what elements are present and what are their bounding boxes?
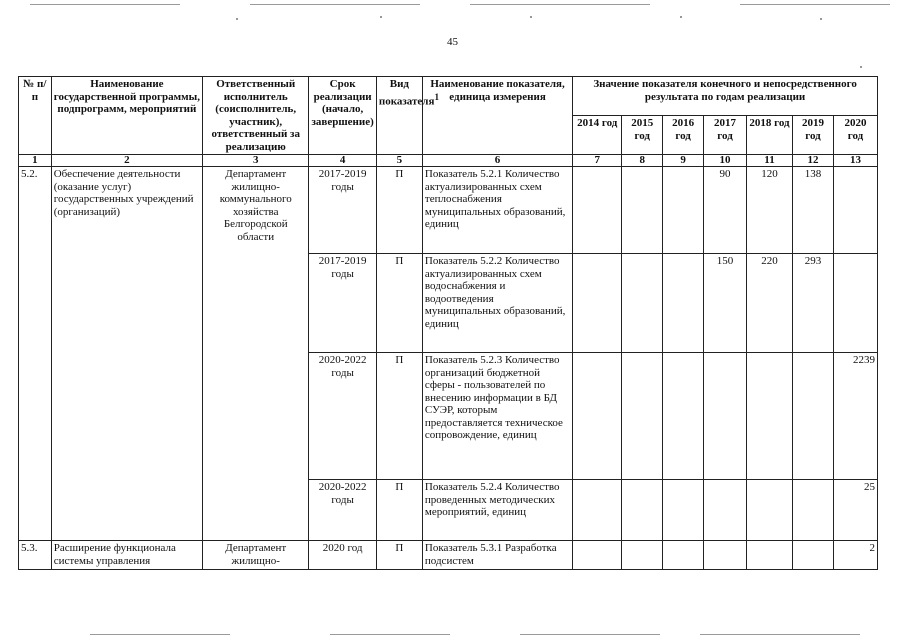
indicator-type: П bbox=[376, 541, 422, 570]
value-2014 bbox=[573, 480, 622, 541]
value-2020 bbox=[833, 167, 877, 254]
value-2018: 220 bbox=[747, 254, 793, 353]
implementation-period: 2017-2019 годы bbox=[309, 167, 376, 254]
value-2017: 90 bbox=[704, 167, 747, 254]
implementation-period: 2020-2022 годы bbox=[309, 480, 376, 541]
value-2015 bbox=[622, 353, 663, 480]
value-2020: 2239 bbox=[833, 353, 877, 480]
measure-name: Обеспечение деятельности (оказание услуг) государственных учреждений (организаций) bbox=[51, 167, 202, 541]
value-2016 bbox=[663, 541, 704, 570]
scan-line-bottom-2 bbox=[330, 634, 450, 635]
value-2014 bbox=[573, 167, 622, 254]
scan-line-top-1 bbox=[30, 4, 180, 5]
value-2019 bbox=[793, 353, 834, 480]
scan-speck bbox=[820, 18, 822, 20]
indicator-title: Показатель 5.2.2 Количество актуализированных схем водоснабжения и водоотведения муниципальных образований, единиц bbox=[422, 254, 572, 353]
header-year: 2016 год bbox=[663, 116, 704, 155]
header-program-name: Наименование государственной программы, подпрограмм, мероприятий bbox=[51, 77, 202, 155]
implementation-period: 2017-2019 годы bbox=[309, 254, 376, 353]
value-2015 bbox=[622, 167, 663, 254]
value-2019: 138 bbox=[793, 167, 834, 254]
column-number: 10 bbox=[704, 155, 747, 167]
value-2017 bbox=[704, 480, 747, 541]
header-indicator-type bbox=[376, 77, 440, 155]
page-number: 45 bbox=[447, 36, 458, 48]
scan-line-bottom-1 bbox=[90, 634, 230, 635]
value-2016 bbox=[663, 254, 704, 353]
header-year: 2014 год bbox=[573, 116, 622, 155]
value-2016 bbox=[663, 480, 704, 541]
table-row bbox=[19, 167, 878, 254]
scan-speck bbox=[236, 18, 238, 20]
indicator-type: П bbox=[376, 167, 422, 254]
column-number: 13 bbox=[833, 155, 877, 167]
column-number: 4 bbox=[309, 155, 376, 167]
indicator-type: П bbox=[376, 254, 422, 353]
column-number: 8 bbox=[622, 155, 663, 167]
scan-speck bbox=[860, 66, 862, 68]
executor-name: Департамент жилищно-коммунального хозяйства Белгородской области bbox=[203, 167, 309, 541]
scan-speck bbox=[380, 16, 382, 18]
column-number: 6 bbox=[422, 155, 572, 167]
column-number: 7 bbox=[573, 155, 622, 167]
scan-speck bbox=[680, 16, 682, 18]
scan-line-top-4 bbox=[740, 4, 890, 5]
value-2015 bbox=[622, 480, 663, 541]
implementation-period: 2020 год bbox=[309, 541, 376, 570]
value-2015 bbox=[622, 541, 663, 570]
header-year: 2020 год bbox=[833, 116, 877, 155]
header-indicator-type-text: Вид показателя bbox=[378, 78, 435, 108]
value-2014 bbox=[573, 541, 622, 570]
value-2016 bbox=[663, 167, 704, 254]
value-2016 bbox=[663, 353, 704, 480]
value-2018 bbox=[747, 541, 793, 570]
column-number: 5 bbox=[376, 155, 422, 167]
indicator-type: П bbox=[376, 480, 422, 541]
executor-name: Департамент жилищно- bbox=[203, 541, 309, 570]
header-period: Срок реализации (начало, завершение) bbox=[309, 77, 376, 155]
measure-name: Расширение функционала системы управления bbox=[51, 541, 202, 570]
value-2018 bbox=[747, 480, 793, 541]
column-number: 9 bbox=[663, 155, 704, 167]
row-number: 5.3. bbox=[19, 541, 52, 570]
header-number: № п/п bbox=[19, 77, 52, 155]
scan-line-bottom-4 bbox=[700, 634, 860, 635]
row-number: 5.2. bbox=[19, 167, 52, 541]
header-year: 2019 год bbox=[793, 116, 834, 155]
indicator-title: Показатель 5.2.3 Количество организаций бюджетной сферы - пользователей по внесению информации в БД СУЭР, которым предоставляется техническое сопровождение, единиц bbox=[422, 353, 572, 480]
header-footnote-mark: 1 bbox=[434, 91, 440, 102]
indicator-title: Показатель 5.2.4 Количество проведенных методических мероприятий, единиц bbox=[422, 480, 572, 541]
column-number: 11 bbox=[747, 155, 793, 167]
scan-speck bbox=[530, 16, 532, 18]
value-2017: 150 bbox=[704, 254, 747, 353]
value-2014 bbox=[573, 353, 622, 480]
value-2019 bbox=[793, 480, 834, 541]
column-number: 2 bbox=[51, 155, 202, 167]
header-executor: Ответственный исполнитель (соисполнитель, участник), ответственный за реализацию bbox=[203, 77, 309, 155]
scan-line-top-2 bbox=[250, 4, 420, 5]
value-2018: 120 bbox=[747, 167, 793, 254]
header-year: 2017 год bbox=[704, 116, 747, 155]
value-2020: 25 bbox=[833, 480, 877, 541]
header-year: 2015 год bbox=[622, 116, 663, 155]
value-2015 bbox=[622, 254, 663, 353]
scan-line-bottom-3 bbox=[520, 634, 660, 635]
scan-line-top-3 bbox=[470, 4, 650, 5]
value-2020 bbox=[833, 254, 877, 353]
value-2014 bbox=[573, 254, 622, 353]
table-row bbox=[19, 541, 878, 570]
column-number: 1 bbox=[19, 155, 52, 167]
indicator-title: Показатель 5.2.1 Количество актуализированных схем теплоснабжения муниципальных образований, единиц bbox=[422, 167, 572, 254]
value-2019 bbox=[793, 541, 834, 570]
indicator-type: П bbox=[376, 353, 422, 480]
column-numbers-row bbox=[19, 155, 878, 167]
value-2017 bbox=[704, 541, 747, 570]
header-row-top bbox=[19, 77, 878, 116]
header-value-group: Значение показателя конечного и непосредственного результата по годам реализации bbox=[573, 77, 878, 116]
value-2018 bbox=[747, 353, 793, 480]
value-2020: 2 bbox=[833, 541, 877, 570]
indicators-table bbox=[18, 76, 878, 570]
column-number: 3 bbox=[203, 155, 309, 167]
column-number: 12 bbox=[793, 155, 834, 167]
implementation-period: 2020-2022 годы bbox=[309, 353, 376, 480]
indicator-title: Показатель 5.3.1 Разработка подсистем bbox=[422, 541, 572, 570]
header-indicator-name: Наименование показателя, единица измерения bbox=[422, 77, 572, 155]
value-2017 bbox=[704, 353, 747, 480]
value-2019: 293 bbox=[793, 254, 834, 353]
header-year: 2018 год bbox=[747, 116, 793, 155]
